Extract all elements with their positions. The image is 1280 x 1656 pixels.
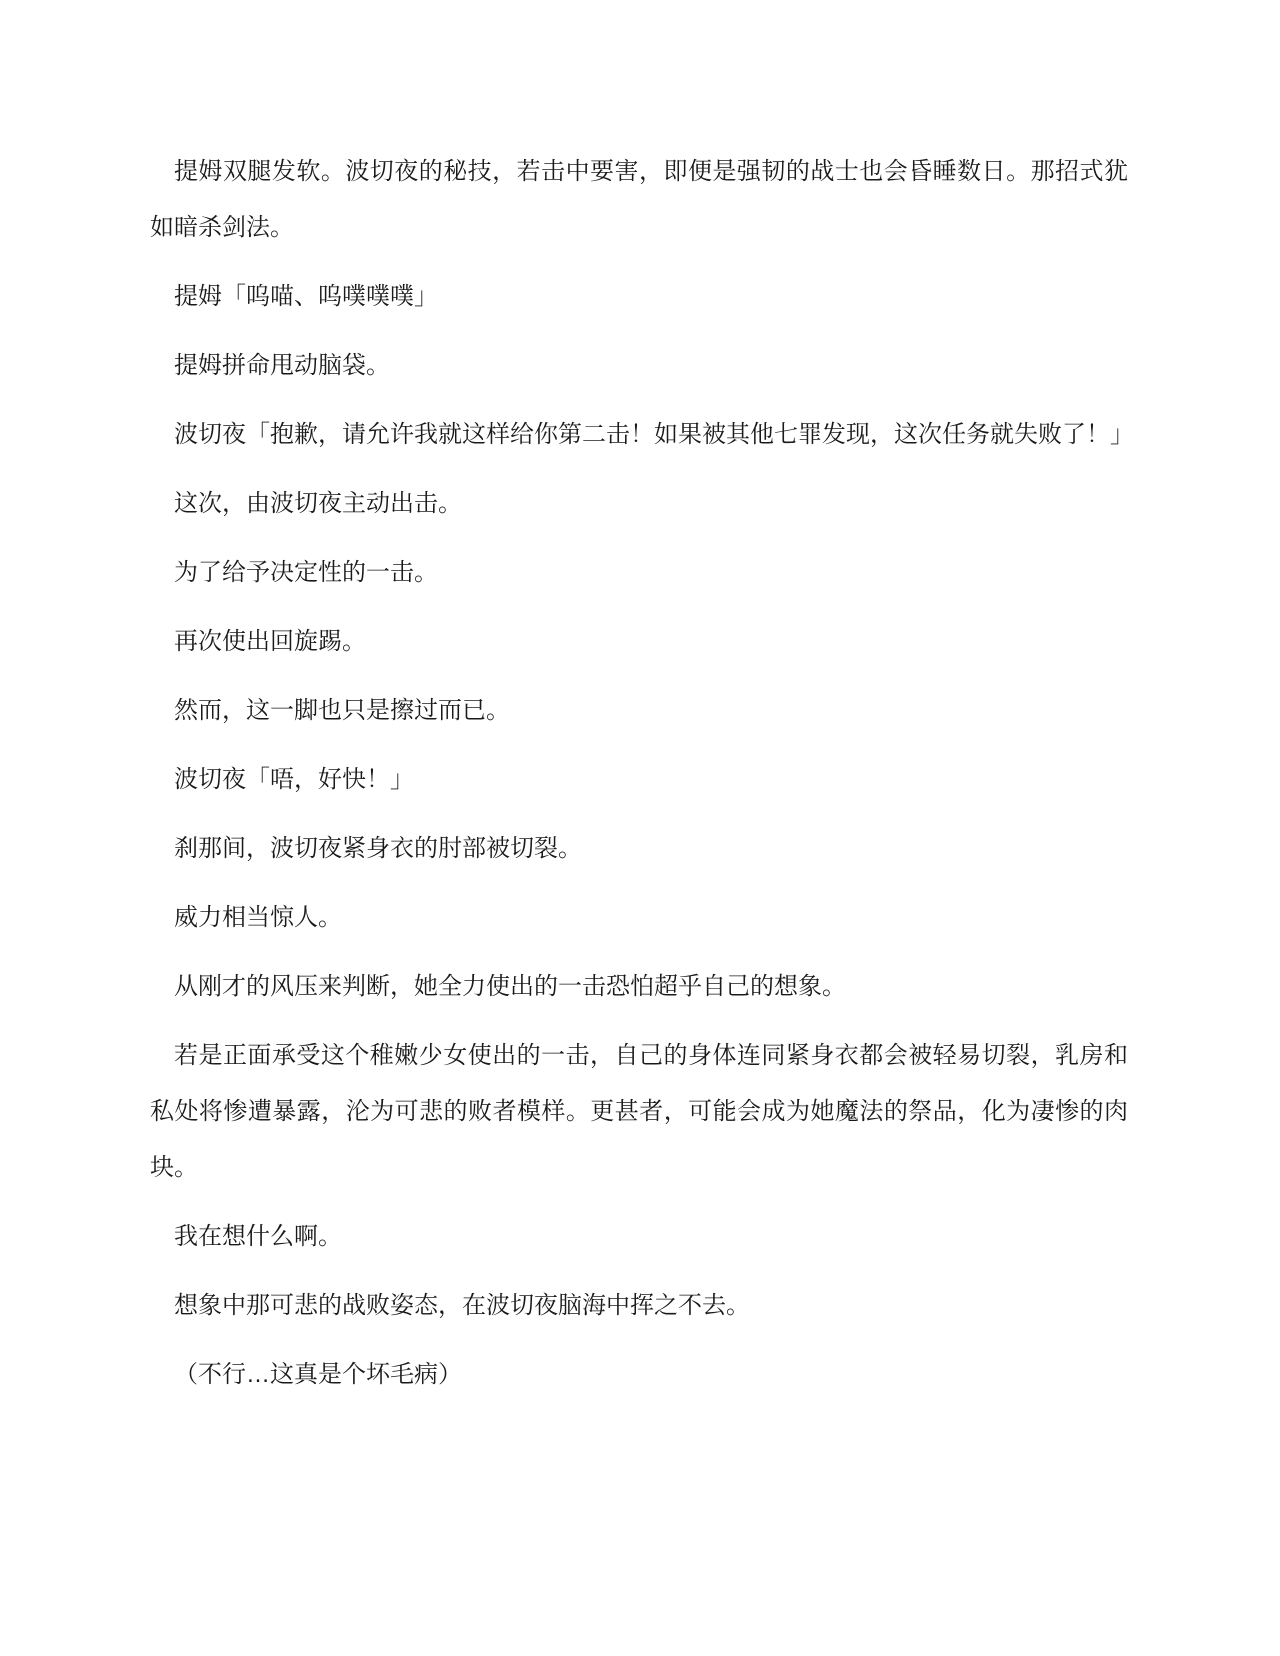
paragraph: 刹那间，波切夜紧身衣的肘部被切裂。 [174, 835, 582, 862]
paragraph: 波切夜「唔，好快！」 [174, 766, 414, 793]
paragraph: 提姆「呜喵、呜噗噗噗」 [174, 283, 438, 310]
paragraph-container [150, 144, 1134, 1403]
paragraph: 提姆双腿发软。波切夜的秘技，若击中要害，即便是强韧的战士也会昏睡数日。那招式犹如暗杀剑法。 [150, 158, 1128, 241]
paragraph: 然而，这一脚也只是擦过而已。 [174, 697, 510, 724]
paragraph: 想象中那可悲的战败姿态，在波切夜脑海中挥之不去。 [174, 1292, 750, 1319]
paragraph: （不行…这真是个坏毛病） [174, 1361, 462, 1388]
paragraph: 为了给予决定性的一击。 [174, 559, 438, 586]
paragraph: 从刚才的风压来判断，她全力使出的一击恐怕超乎自己的想象。 [174, 973, 846, 1000]
paragraph: 威力相当惊人。 [174, 904, 342, 931]
paragraph: 我在想什么啊。 [174, 1223, 342, 1250]
paragraph: 这次，由波切夜主动出击。 [174, 490, 462, 517]
paragraph: 再次使出回旋踢。 [174, 628, 366, 655]
paragraph: 若是正面承受这个稚嫩少女使出的一击，自己的身体连同紧身衣都会被轻易切裂，乳房和私处将惨遭暴露，沦为可悲的败者模样。更甚者，可能会成为她魔法的祭品，化为凄惨的肉块。 [150, 1042, 1128, 1181]
paragraph: 波切夜「抱歉，请允许我就这样给你第二击！如果被其他七罪发现，这次任务就失败了！」 [174, 421, 1134, 448]
paragraph: 提姆拼命甩动脑袋。 [174, 352, 390, 379]
